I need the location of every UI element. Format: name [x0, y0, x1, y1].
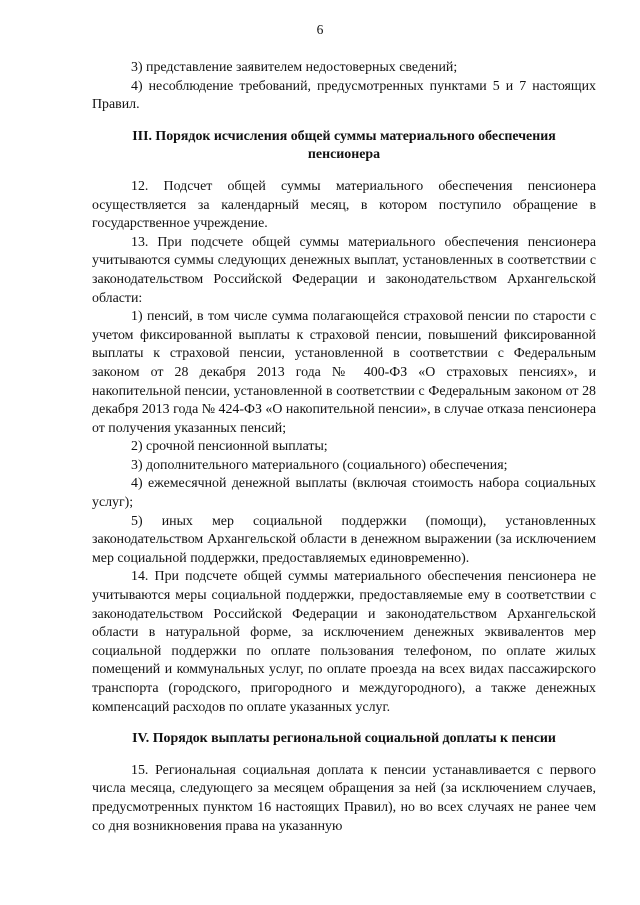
paragraph-13-item-2: 2) срочной пенсионной выплаты;: [131, 439, 328, 455]
paragraph-13-item-3: 3) дополнительного материального (социального) обеспечения;: [131, 457, 508, 473]
paragraph-15: 15. Региональная социальная доплата к пенсии устанавливается с первого числа месяца, следующего за месяцем обращения за ней (за исключением случаев, предусмотренных пунктом 16 настоящих Правил), но во всех случаях не ранее чем со дня возникновения права на указанную: [92, 762, 596, 834]
paragraph-item-4: 4) несоблюдение требований, предусмотренных пунктами 5 и 7 настоящих Правил.: [92, 78, 596, 113]
document-body: [92, 59, 596, 836]
paragraph-13-item-4: 4) ежемесячной денежной выплаты (включая стоимость набора социальных услуг);: [92, 476, 596, 511]
paragraph-item-3: 3) представление заявителем недостоверных сведений;: [131, 60, 458, 75]
paragraph-12: 12. Подсчет общей суммы материального обеспечения пенсионера осуществляется за календарный месяц, в котором поступило обращение в государственное учреждение.: [92, 178, 596, 232]
section-heading-iii: III. Порядок исчисления общей суммы материального обеспечения пенсионера: [132, 128, 556, 163]
paragraph-13-item-1: 1) пенсий, в том числе сумма полагающейся страховой пенсии по старости с учетом фиксированной выплаты к страховой пенсии, повышений фиксированной выплаты к страховой пенсии, установленной в соответствии с Федеральным законом от 28 декабря 2013 года № 400-ФЗ «О страховых пенсиях», и накопительной пенсии, установленной в соответствии с Федеральным законом от 28 декабря 2013 года № 424-ФЗ «О накопительной пенсии», в случае отказа пенсионера от получения указанных пенсий;: [92, 309, 596, 436]
paragraph-13: 13. При подсчете общей суммы материального обеспечения пенсионера учитываются суммы следующих денежных выплат, установленных в соответствии с законодательством Российской Федерации и законодательством Архангельской области:: [92, 234, 596, 306]
paragraph-13-item-5: 5) иных мер социальной поддержки (помощи), установленных законодательством Архангельской области в денежном выражении (за исключением мер социальной поддержки, предоставляемых единовременно).: [92, 513, 596, 566]
section-heading-iv: IV. Порядок выплаты региональной социальной доплаты к пенсии: [132, 731, 556, 747]
paragraph-14: 14. При подсчете общей суммы материального обеспечения пенсионера не учитываются меры социальной поддержки, предоставляемые ему в соответствии с законодательством Российской Федерации и законодательством Архангельской области в натуральной форме, за исключением денежных эквивалентов мер социальной поддержки по оплате пользования телефоном, по оплате жилых помещений и коммунальных услуг, по оплате проезда на всех видах пассажирского транспорта (городского, пригородного и междугородного), а также денежных компенсаций расходов по оплате указанных услуг.: [92, 569, 596, 715]
page-number: 6: [316, 22, 324, 37]
